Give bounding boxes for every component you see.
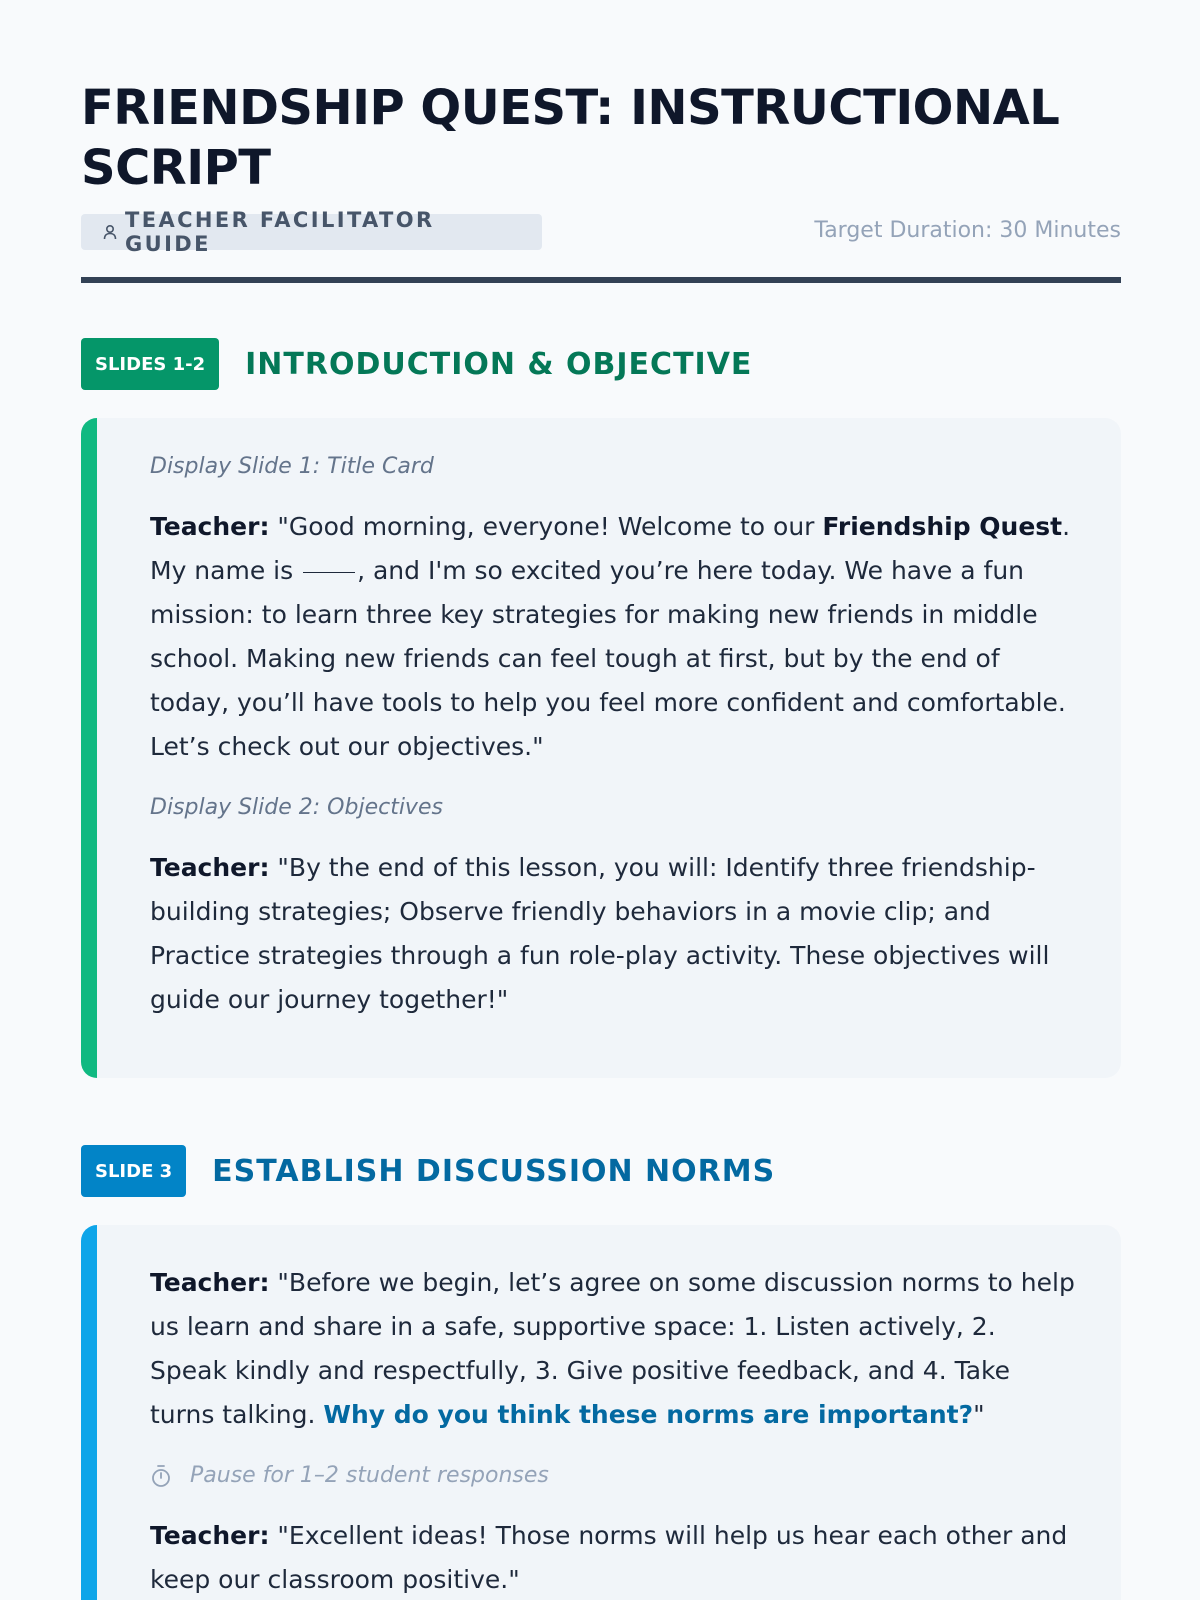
script-card-introduction <box>81 418 1121 1078</box>
emphasis-text: Friendship Quest <box>822 512 1063 541</box>
section-title: ESTABLISH DISCUSSION NORMS <box>212 1153 776 1189</box>
speaker-label: Teacher: <box>150 1521 270 1550</box>
timer-icon <box>150 1464 172 1488</box>
dialogue-text: "Excellent ideas! Those norms will help us hear each other and keep our classroom positive." <box>150 1521 1068 1594</box>
dialogue-text: , and I'm so excited you’re here today. We have a fun mission: to learn three key strategies for making new friends in middle school. Making new friends can feel tough at first, but by the end of today, you’ll have tools to help you feel more confident and comfortable. Let’s check out our objectives." <box>150 556 1066 761</box>
teacher-line <box>150 1514 1079 1600</box>
speaker-label: Teacher: <box>150 1268 270 1297</box>
guide-badge-label: TEACHER FACILITATOR GUIDE <box>125 208 435 256</box>
teacher-line <box>150 1261 1079 1437</box>
slide-badge: SLIDES 1-2 <box>81 338 219 390</box>
teacher-line <box>150 846 1079 1022</box>
dialogue-text: " <box>973 1400 985 1429</box>
stage-direction: Display Slide 1: Title Card <box>150 454 434 479</box>
page-title: FRIENDSHIP QUEST: INSTRUCTIONAL SCRIPT <box>81 80 1060 196</box>
guide-badge <box>81 208 542 256</box>
section-title: INTRODUCTION & OBJECTIVE <box>245 346 753 382</box>
user-icon <box>101 223 119 241</box>
discussion-question: Why do you think these norms are important? <box>323 1400 974 1429</box>
script-card-norms <box>81 1225 1121 1600</box>
pause-note <box>150 1463 1079 1488</box>
slide-badge: SLIDE 3 <box>81 1145 186 1197</box>
dialogue-text: "Before we begin, let’s agree on some discussion norms to help us learn and share in a safe, supportive space: 1. Listen actively, 2. Speak kindly and respectfully, 3. Give positive feedback, and 4. Take turns talking. <box>150 1268 1075 1429</box>
teacher-line <box>150 505 1079 769</box>
pause-text: Pause for 1–2 student responses <box>190 1463 549 1488</box>
speaker-label: Teacher: <box>150 512 270 541</box>
header-divider <box>81 277 1121 283</box>
name-blank <box>303 572 355 573</box>
dialogue-text: . My name is <box>150 512 1071 585</box>
section-header-norms <box>81 1145 775 1197</box>
target-duration: Target Duration: 30 Minutes <box>814 218 1121 243</box>
meta-row <box>81 208 1121 256</box>
section-header-introduction <box>81 338 752 390</box>
dialogue-text: "Good morning, everyone! Welcome to our <box>269 512 823 541</box>
stage-direction: Display Slide 2: Objectives <box>150 795 443 820</box>
speaker-label: Teacher: <box>150 853 270 882</box>
dialogue-text: "By the end of this lesson, you will: Identify three friendship-building strategies; Observe friendly behaviors in a movie clip; and Practice strategies through a fun role-play activity. These objectives will guide our journey together!" <box>150 853 1050 1014</box>
